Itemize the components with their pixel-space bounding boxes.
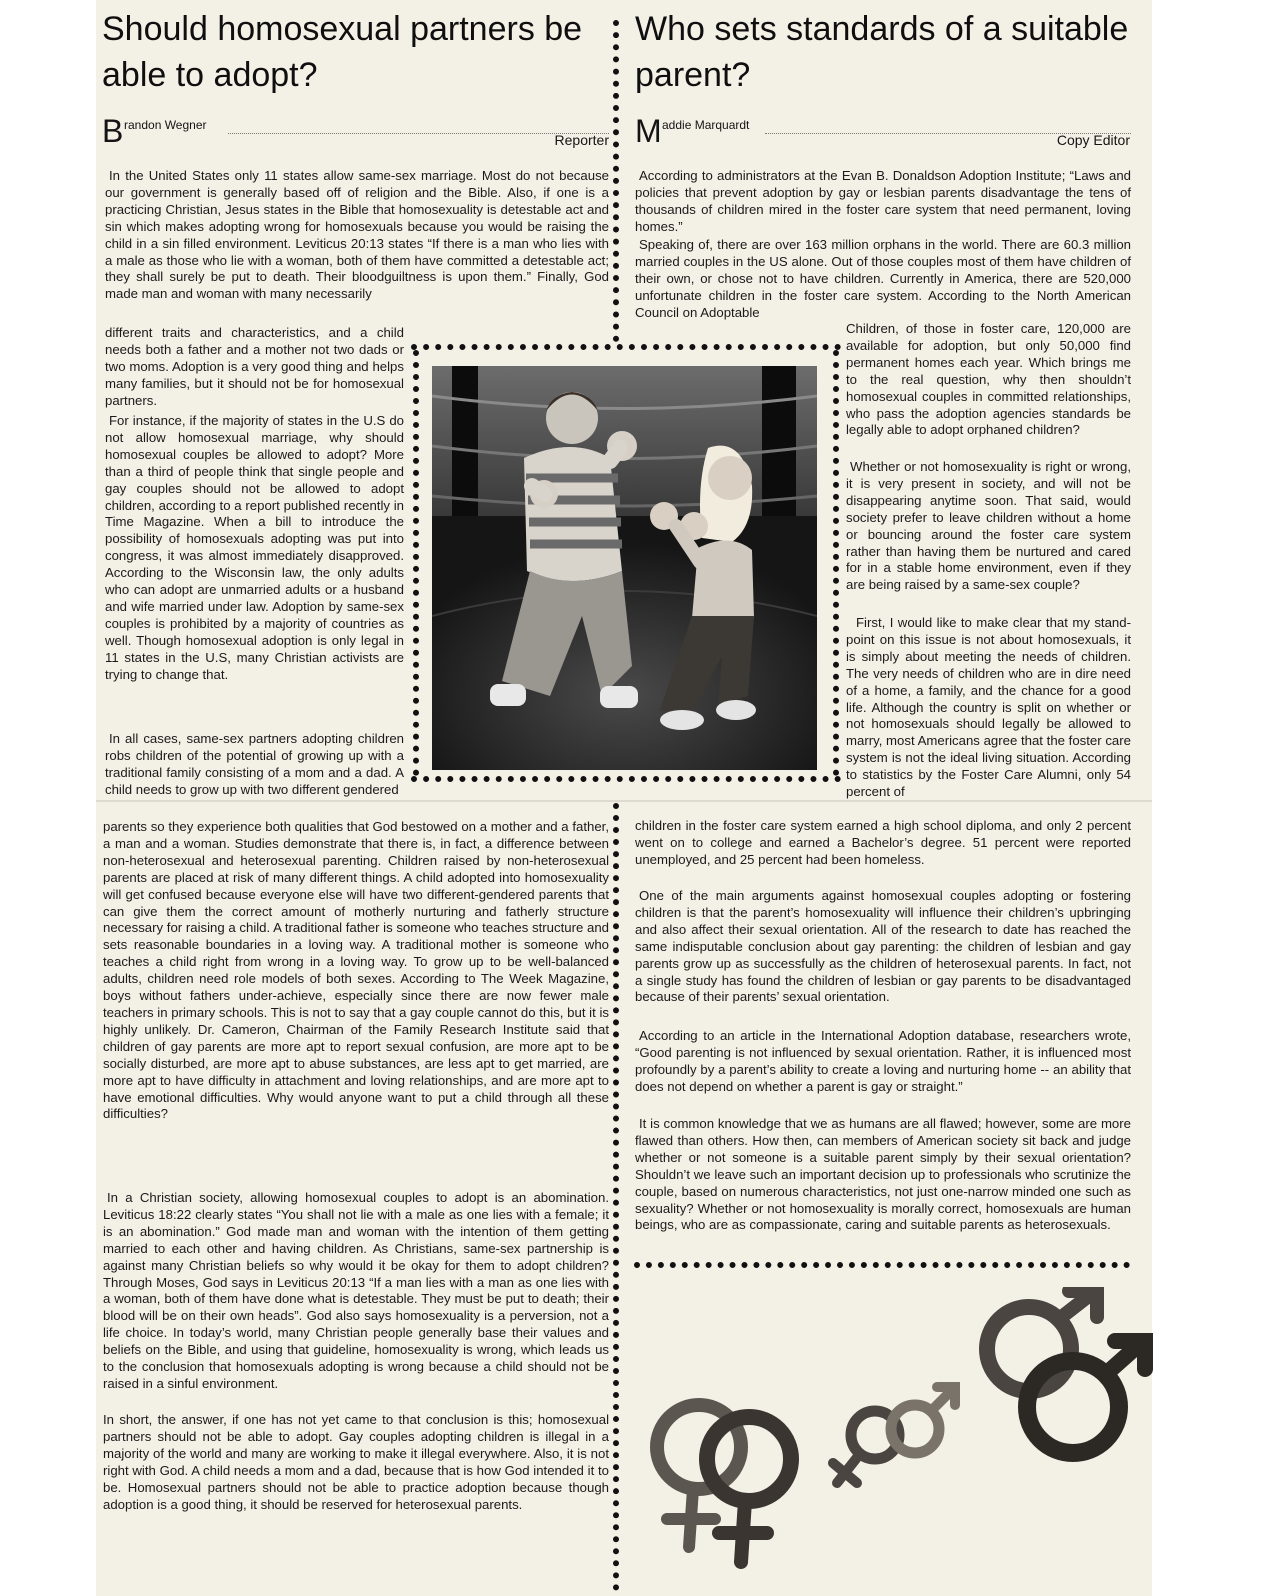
right-headline: Who sets standards of a suitable parent? xyxy=(635,10,1129,94)
left-byline-name: randon Wegner xyxy=(124,118,207,132)
right-paragraph-1: According to administrators at the Evan B. Donaldson Adoption Institute; “Laws and policies that prevent adoption by gay or lesbian parents disadvantage the tens of thousands of children mired in the foster care system that need permanent, loving homes.” xyxy=(635,168,1131,234)
left-paragraph-1-wrap: different traits and characteristics, and a child needs both a father and a mother not two dads or two moms. Adoption is a very good thing and helps many families, but it should not be for homosexual partners. xyxy=(105,325,404,408)
section-divider xyxy=(634,1262,1130,1268)
boxing-couple-photo xyxy=(432,366,817,770)
right-paragraph-4-wrap: children in the foster care system earned a high school diploma, and only 2 percent went on to college and earned a Bachelor’s degree. 51 percent were reported unemployed, and 25 percent had been homeless. xyxy=(635,818,1131,867)
column-divider-upper xyxy=(613,20,619,342)
right-paragraph-2-wrap: Children, of those in foster care, 120,000 are available for adoption, but only 50,000 find permanent homes each year. Which brings me to the real question, why then shouldn’t homosexual couples in committed relationships, who pass the adoption agencies standards be legally able to adopt orphaned children? xyxy=(846,321,1131,438)
photo-frame-right xyxy=(833,350,839,776)
left-paragraph-3-wrap: parents so they experience both qualities that God bestowed on a mother and a father, a man and a woman. Studies demonstrate that there is, in fact, a difference between non-heterosexual and heterosexual parenting. Children raised by non-heterosexual parents are placed at risk of many different things. A child adopted into homosexuality will get confused because everyone else will have two different-gendered parents that can give them the correct amount of motherly nurturing and fatherly structure necessary for raising a child. A traditional father is someone who teaches structure and sets reasonable boundaries in a loving way. A traditional mother is someone who teaches a child right from wrong in a loving way. To grow up to be well-balanced adults, children need role models of both sexes. According to The Week Magazine, boys without fathers under-achieve, especially since there are now fewer male teachers in primary schools. This is not to say that a gay couple cannot do this, but it is highly unlikely. Dr. Cameron, Chairman of the Family Research Institute said that children of gay parents are more apt to report sexual confusion, are more apt to be socially disturbed, are more apt to abuse substances, are less apt to get married, are more apt to have difficulty in attachment and loving relationships, and are more apt to have emotional difficulties. Why would anyone want to put a child through all these difficulties? xyxy=(103,819,609,1122)
photo-frame-top xyxy=(411,344,841,350)
photo-illustration xyxy=(432,366,817,770)
right-byline-role: Copy Editor xyxy=(1056,132,1130,148)
gender-symbols-icon xyxy=(637,1287,1153,1589)
left-paragraph-3: In all cases, same-sex partners adopting children robs children of the potential of growing up with a traditional family consisting of a mom and a dad. A child needs to grow up with two different gendered xyxy=(105,731,404,797)
right-paragraph-7: It is common knowledge that we as humans are all flawed; however, some are more flawed than others. How then, can members of American society sit back and judge whether or not someone is a suitable parent simply by their sexual orientation? Shouldn’t we leave such an important decision up to professionals who scrutinize the couple, based on numerous characteristics, not just one-narrow minded one such as sexuality? Whether or not homosexuality is morally correct, homosexuals are human beings, who are as compassionate, caring and suitable parents as heterosexuals. xyxy=(635,1116,1131,1233)
left-paragraph-1: In the United States only 11 states allow same-sex marriage. Most do not because our government is generally based off of religion and the Bible. Also, if one is a practicing Christian, Jesus states in the Bible that homosexuality is detestable act and sin which makes adopting wrong for homosexuals because you would be raising the child in a sin filled environment. Leviticus 20:13 states “If there is a man who lies with a male as those who lie with a woman, both of them have committed a detestable act; they shall surely be put to death. Their bloodguiltness is upon them.” Finally, God made man and woman with many necessarily xyxy=(105,168,609,302)
right-paragraph-5: One of the main arguments against homosexual couples adopting or fostering children is that the parent’s homosexuality will influence their children’s upbringing and also affect their sexual orientation. All of the research to date has reached the same indisputable conclusion about gay parenting: the children of lesbian and gay parents grow up as successfully as the children of heterosexual parents. In fact, not a single study has found the children of lesbian or gay parents to be disadvantaged because of their parents’ sexual orientation. xyxy=(635,888,1131,1005)
photo-frame-bottom xyxy=(411,776,841,782)
right-paragraph-2: Speaking of, there are over 163 million orphans in the world. There are 60.3 million married couples in the US alone. Out of those couples most of them have children of their own, or chose not to have children. Currently in America, there are 520,000 unfortunate children in the foster care system. According to the North American Council on Adoptable xyxy=(635,237,1131,320)
left-paragraph-5: In short, the answer, if one has not yet came to that conclusion is this; homosexual partners should not be able to adopt. Gay couples adopting children is illegal in a majority of the world and many are working to make it illegal everywhere. Also, it is not right with God. A child needs a mom and a dad, because that is how God intended it to be. Homosexual partners should not be able to practice adoption because though adoption is a good thing, it should be reserved for heterosexual parents. xyxy=(103,1412,609,1512)
gender-symbols-graphic xyxy=(637,1287,1153,1589)
left-paragraph-2: For instance, if the majority of states in the U.S do not allow homosexual marriage, why should homosexual couples be allowed to adopt? More than a third of people think that single people and gay couples should not be allowed to adopt children, according to a report published recently in Time Magazine. When a bill to introduce the possibility of homosexuals adopting was put into congress, it was almost immediately disapproved. According to the Wisconsin law, the only adults who can adopt are unmarried adults or a husband and wife married under law. Adoption by same-sex couples is prohibited by a majority of countries as well. Though homosexual adoption is only legal in 11 states in the U.S, many Christian activists are trying to change that. xyxy=(105,413,404,682)
right-byline-initial: M xyxy=(635,113,662,149)
right-paragraph-4: First, I would like to make clear that my stand-point on this issue is not about homosexuals, it is simply about meeting the needs of children. The very needs of children who are in dire need of a home, a family, and the chance for a good life. Although the country is split on whether or not homosexuals should legally be allowed to marry, most Americans agree that the foster care system is not the ideal living situation. According to statistics by the Foster Care Alumni, only 54 percent of xyxy=(846,615,1131,800)
left-byline-role: Reporter xyxy=(554,132,609,148)
left-byline-initial: B xyxy=(102,113,124,149)
left-headline: Should homosexual partners be able to adopt? xyxy=(102,10,583,94)
column-divider-lower xyxy=(613,803,619,1591)
right-byline-name: addie Marquardt xyxy=(662,118,750,132)
right-paragraph-6: According to an article in the International Adoption database, researchers wrote, “Good parenting is not influenced by sexual orientation. Rather, it is influenced most profoundly by a parent’s ability to create a loving and nurturing home -- an ability that does not depend on whether a parent is gay or straight.” xyxy=(635,1028,1131,1094)
right-paragraph-3: Whether or not homosexuality is right or wrong, it is very present in society, and will not be disappearing anytime soon. That said, would society prefer to leave children without a home or bouncing around the foster care system rather than having them be nurtured and cared for in a stable home environment, even if they are being raised by a same-sex couple? xyxy=(846,459,1131,593)
photo-frame-left xyxy=(413,350,419,776)
left-paragraph-4: In a Christian society, allowing homosexual couples to adopt is an abomination. Leviticus 18:22 clearly states “You shall not lie with a male as one lies with a female; it is an abomination.” God made man and woman with the intention of them getting married to each other and having children. As Christians, same-sex partnership is against many Christian beliefs so why would it be okay for them to adopt children? Through Moses, God says in Leviticus 20:13 “If a man lies with a man as one lies with a woman, both of them have done what is detestable. They must be put to death; their blood will be on their own heads”. God also says homosexuality is a perversion, not a life choice. In today’s world, many Christian people generally base their values and beliefs on the Bible, and using that guideline, homosexuality is wrong, which leads us to the conclusion that homosexuals adopting is wrong because a child should not be raised in a sinful environment. xyxy=(103,1190,609,1391)
